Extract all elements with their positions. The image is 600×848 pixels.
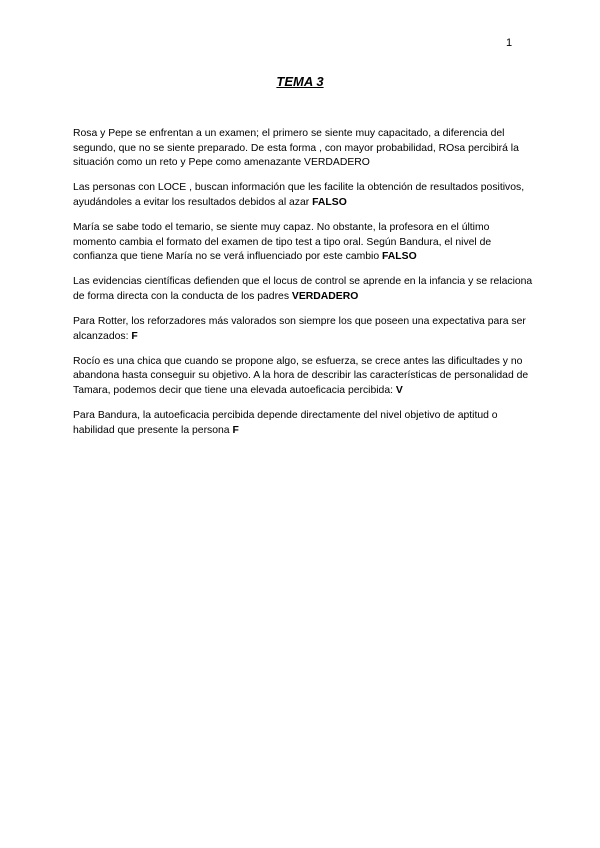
question-text: Las evidencias científicas defienden que el locus de control se aprende en la infancia y se relaciona de forma directa con la conducta de los padres xyxy=(73,276,533,302)
answer-label: F xyxy=(232,424,239,436)
question-text: Rosa y Pepe se enfrentan a un examen; el primero se siente muy capacitado, a diferencia del segundo, que no se siente preparado. De esta forma , con mayor probabilidad, ROsa percibirá la situación como un reto y Pepe como amenazante xyxy=(73,128,519,169)
question-paragraph-4 xyxy=(73,275,533,304)
page-number: 1 xyxy=(506,37,513,49)
answer-label: FALSO xyxy=(312,196,347,208)
question-text: Para Rotter, los reforzadores más valorados son siempre los que poseen una expectativa para ser alcanzados: xyxy=(73,315,526,342)
question-text: María se sabe todo el temario, se siente muy capaz. No obstante, la profesora en el último momento cambia el formato del examen de tipo test a tipo oral. Según Bandura, el nivel de confianza que tiene María no se verá influenciado por este cambio xyxy=(73,221,492,263)
answer-label: F xyxy=(131,330,138,342)
page-title: TEMA 3 xyxy=(276,74,324,89)
question-paragraph-5 xyxy=(73,315,533,344)
answer-label: VERDADERO xyxy=(291,290,359,302)
answer-label: VERDADERO xyxy=(304,157,370,169)
question-paragraph-2 xyxy=(73,181,533,210)
question-text: Las personas con LOCE , buscan información que les facilite la obtención de resultados positivos, ayudándoles a evitar los resultados debidos al azar xyxy=(73,182,525,208)
question-text: Para Bandura, la autoeficacia percibida depende directamente del nivel objetivo de aptitud o habilidad que presente la persona xyxy=(73,409,498,436)
answer-label: FALSO xyxy=(382,251,417,263)
question-paragraph-3 xyxy=(73,221,533,265)
question-paragraph-7 xyxy=(73,409,533,438)
document-body xyxy=(73,127,533,449)
question-paragraph-6 xyxy=(73,355,533,399)
answer-label: V xyxy=(395,384,403,396)
question-text: Rocío es una chica que cuando se propone algo, se esfuerza, se crece antes las dificultades y no abandona hasta conseguir su objetivo. A la hora de describir las características de personalidad de Tamara, podemos decir que tiene una elevada autoeficacia percibida: xyxy=(73,355,529,396)
question-paragraph-1 xyxy=(73,127,533,171)
